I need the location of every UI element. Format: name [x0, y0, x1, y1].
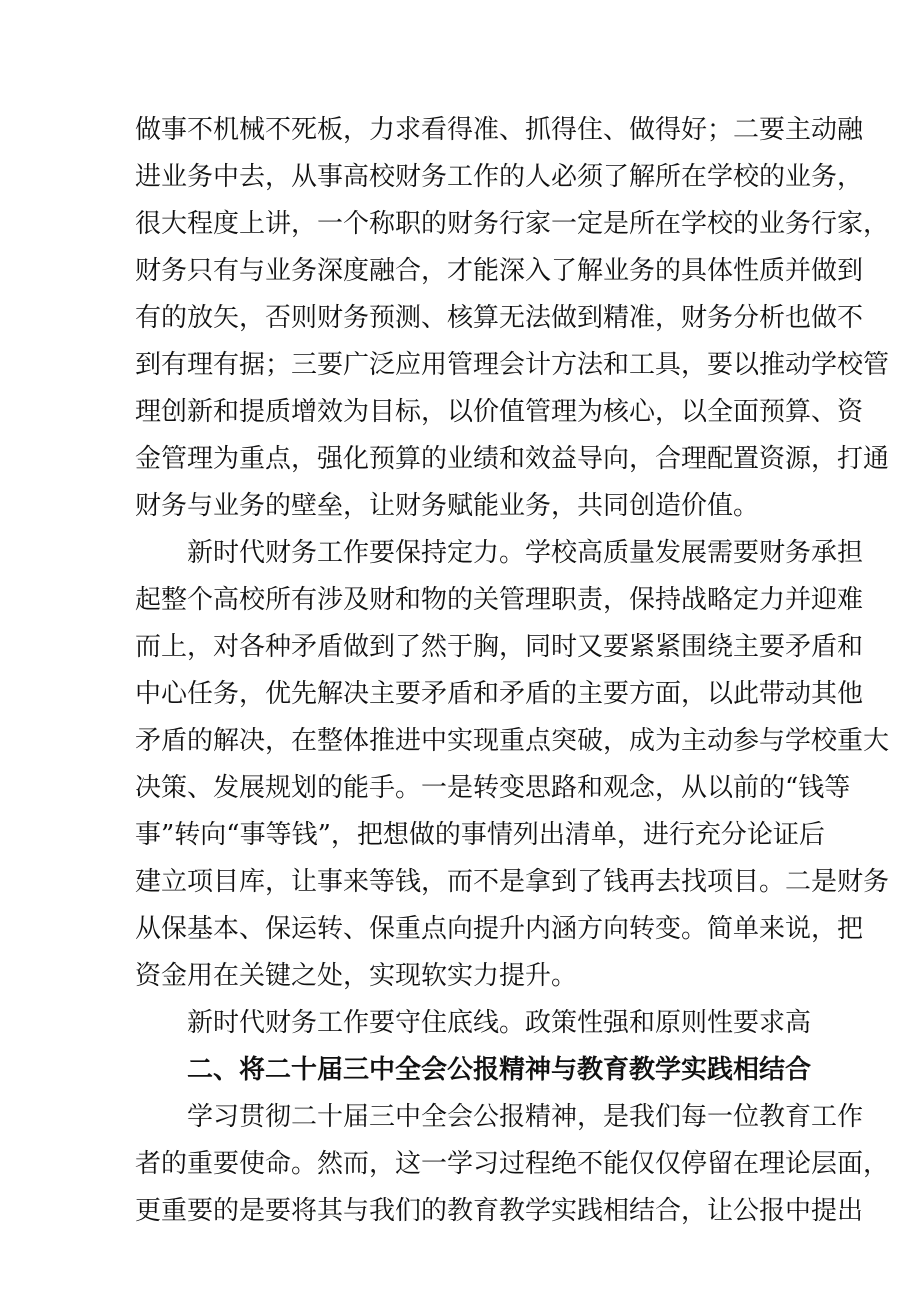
text-line: 建立项目库，让事来等钱，而不是拿到了钱再去找项目。二是财务 [135, 867, 890, 897]
text-line: 进业务中去，从事高校财务工作的人必须了解所在学校的业务， [135, 162, 864, 192]
text-line: 事”转向“事等钱”，把想做的事情列出清单，进行充分论证后 [135, 820, 825, 850]
text-line: 理创新和提质增效为目标，以价值管理为核心，以全面预算、资 [135, 397, 864, 427]
text-line: 做事不机械不死板，力求看得准、抓得住、做得好；二要主动融 [135, 115, 864, 145]
text-line: 有的放矢，否则财务预测、核算无法做到精准，财务分析也做不 [135, 303, 864, 333]
text-line: 更重要的是要将其与我们的教育教学实践相结合，让公报中提出 [135, 1196, 864, 1226]
text-line: 者的重要使命。然而，这一学习过程绝不能仅仅停留在理论层面， [135, 1149, 890, 1179]
text-line: 起整个高校所有涉及财和物的关管理职责，保持战略定力并迎难 [135, 585, 864, 615]
paragraph-first-line: 学习贯彻二十届三中全会公报精神，是我们每一位教育工作 [187, 1102, 864, 1132]
text-line: 财务只有与业务深度融合，才能深入了解业务的具体性质并做到 [135, 256, 864, 286]
paragraph-first-line: 新时代财务工作要守住底线。政策性强和原则性要求高 [187, 1008, 812, 1038]
text-line: 矛盾的解决，在整体推进中实现重点突破，成为主动参与学校重大 [135, 726, 890, 756]
text-line: 很大程度上讲，一个称职的财务行家一定是所在学校的业务行家， [135, 209, 890, 239]
text-line: 中心任务，优先解决主要矛盾和矛盾的主要方面，以此带动其他 [135, 679, 864, 709]
text-line: 从保基本、保运转、保重点向提升内涵方向转变。简单来说，把 [135, 914, 864, 944]
paragraph-first-line: 新时代财务工作要保持定力。学校高质量发展需要财务承担 [187, 538, 864, 568]
text-line: 资金用在关键之处，实现软实力提升。 [135, 961, 578, 991]
text-line: 到有理有据；三要广泛应用管理会计方法和工具，要以推动学校管 [135, 350, 890, 380]
text-line: 金管理为重点，强化预算的业绩和效益导向，合理配置资源，打通 [135, 444, 890, 474]
text-line: 财务与业务的壁垒，让财务赋能业务，共同创造价值。 [135, 491, 760, 521]
text-line: 决策、发展规划的能手。一是转变思路和观念，从以前的“钱等 [135, 773, 851, 803]
section-heading: 二、将二十届三中全会公报精神与教育教学实践相结合 [187, 1055, 812, 1085]
text-line: 而上，对各种矛盾做到了然于胸，同时又要紧紧围绕主要矛盾和 [135, 632, 864, 662]
